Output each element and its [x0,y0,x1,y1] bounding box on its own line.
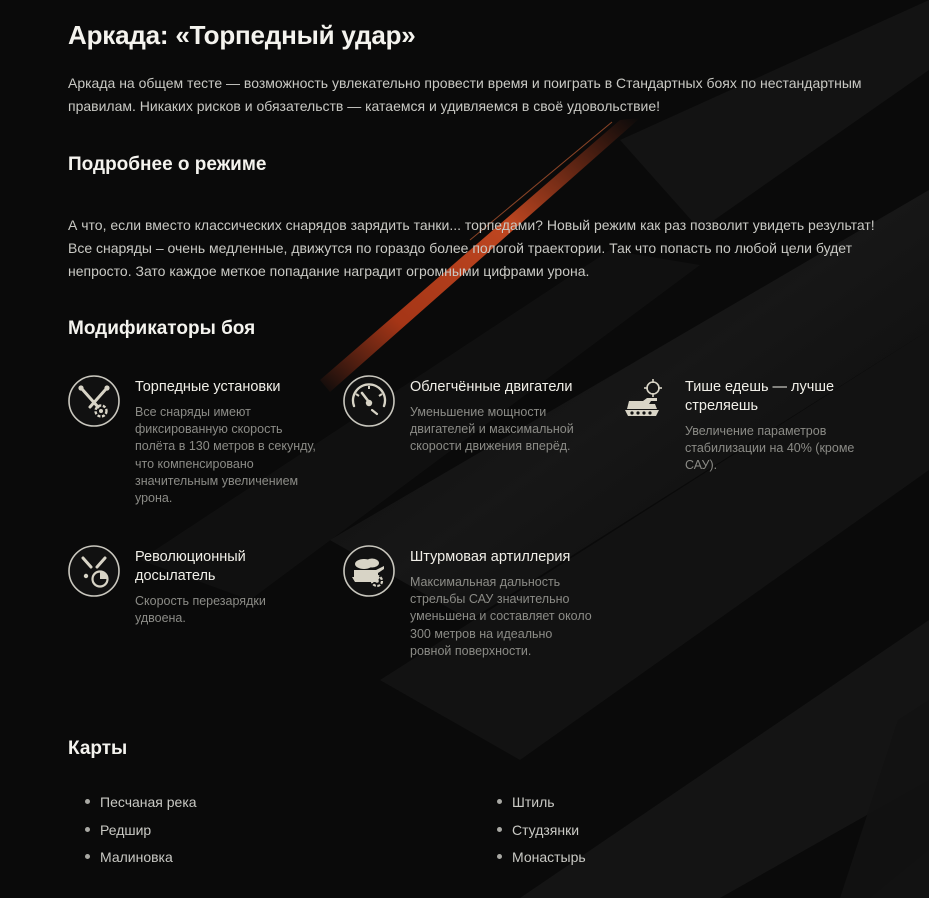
modifiers-heading: Модификаторы боя [68,318,256,339]
modifier-revolutionary-rammer [67,544,317,684]
assault-artillery-icon [342,544,396,598]
intro-text: Аркада на общем тесте — возможность увлекательно провести время и поиграть в Стандартных боях по нестандартным правилам. Никаких рисков и обязательств — катаемся и удивляемся в своё удовольствие! [68,75,862,114]
modifier-title: Торпедные установки [135,379,281,395]
modifier-text: Максимальная дальность стрельбы САУ значительно уменьшена и составляет около 300 метров на идеально ровной поверхности. [410,575,592,658]
page-title: Аркада: «Торпедный удар» [68,20,416,50]
details-heading: Подробнее о режиме [68,154,267,175]
modifier-title: Облегчённые двигатели [410,379,573,395]
speedometer-icon [342,374,396,428]
list-item: Песчаная река [84,793,197,821]
details-text: А что, если вместо классических снарядов зарядить танки... торпедами? Новый режим как раз позволит увидеть результат! Все снаряды – очень медленные, движутся по гораздо более пологой траектории. Так что попасть по любой цели будет непросто. Зато каждое меткое попадание наградит огромными цифрами урона. [68,217,875,279]
reload-rammer-icon [67,544,121,598]
list-item: Редшир [84,821,197,849]
maps-list-left [84,793,197,876]
modifier-assault-artillery [342,544,592,684]
tank-crosshair-icon [617,374,671,428]
modifier-stabilization [617,374,867,514]
list-item: Студзянки [496,821,586,849]
modifier-title: Штурмовая артиллерия [410,549,571,565]
list-item: Штиль [496,793,586,821]
list-item: Монастырь [496,848,586,876]
modifier-title: Революционный досылатель [135,549,246,584]
modifier-lightened-engines [342,374,592,514]
list-item: Малиновка [84,848,197,876]
modifier-text: Скорость перезарядки удвоена. [135,594,266,626]
modifier-title: Тише едешь — лучше стреляешь [685,379,835,414]
torpedo-launchers-icon [67,374,121,428]
modifier-text: Увеличение параметров стабилизации на 40% (кроме САУ). [685,424,855,473]
maps-list-right [496,793,586,876]
modifier-text: Уменьшение мощности двигателей и максимальной скорости движения вперёд. [410,405,574,454]
modifier-text: Все снаряды имеют фиксированную скорость полёта в 130 метров в секунду, что компенсировано значительным увеличением урона. [135,405,316,506]
maps-heading: Карты [68,738,128,759]
modifier-torpedo-launchers [67,374,317,514]
